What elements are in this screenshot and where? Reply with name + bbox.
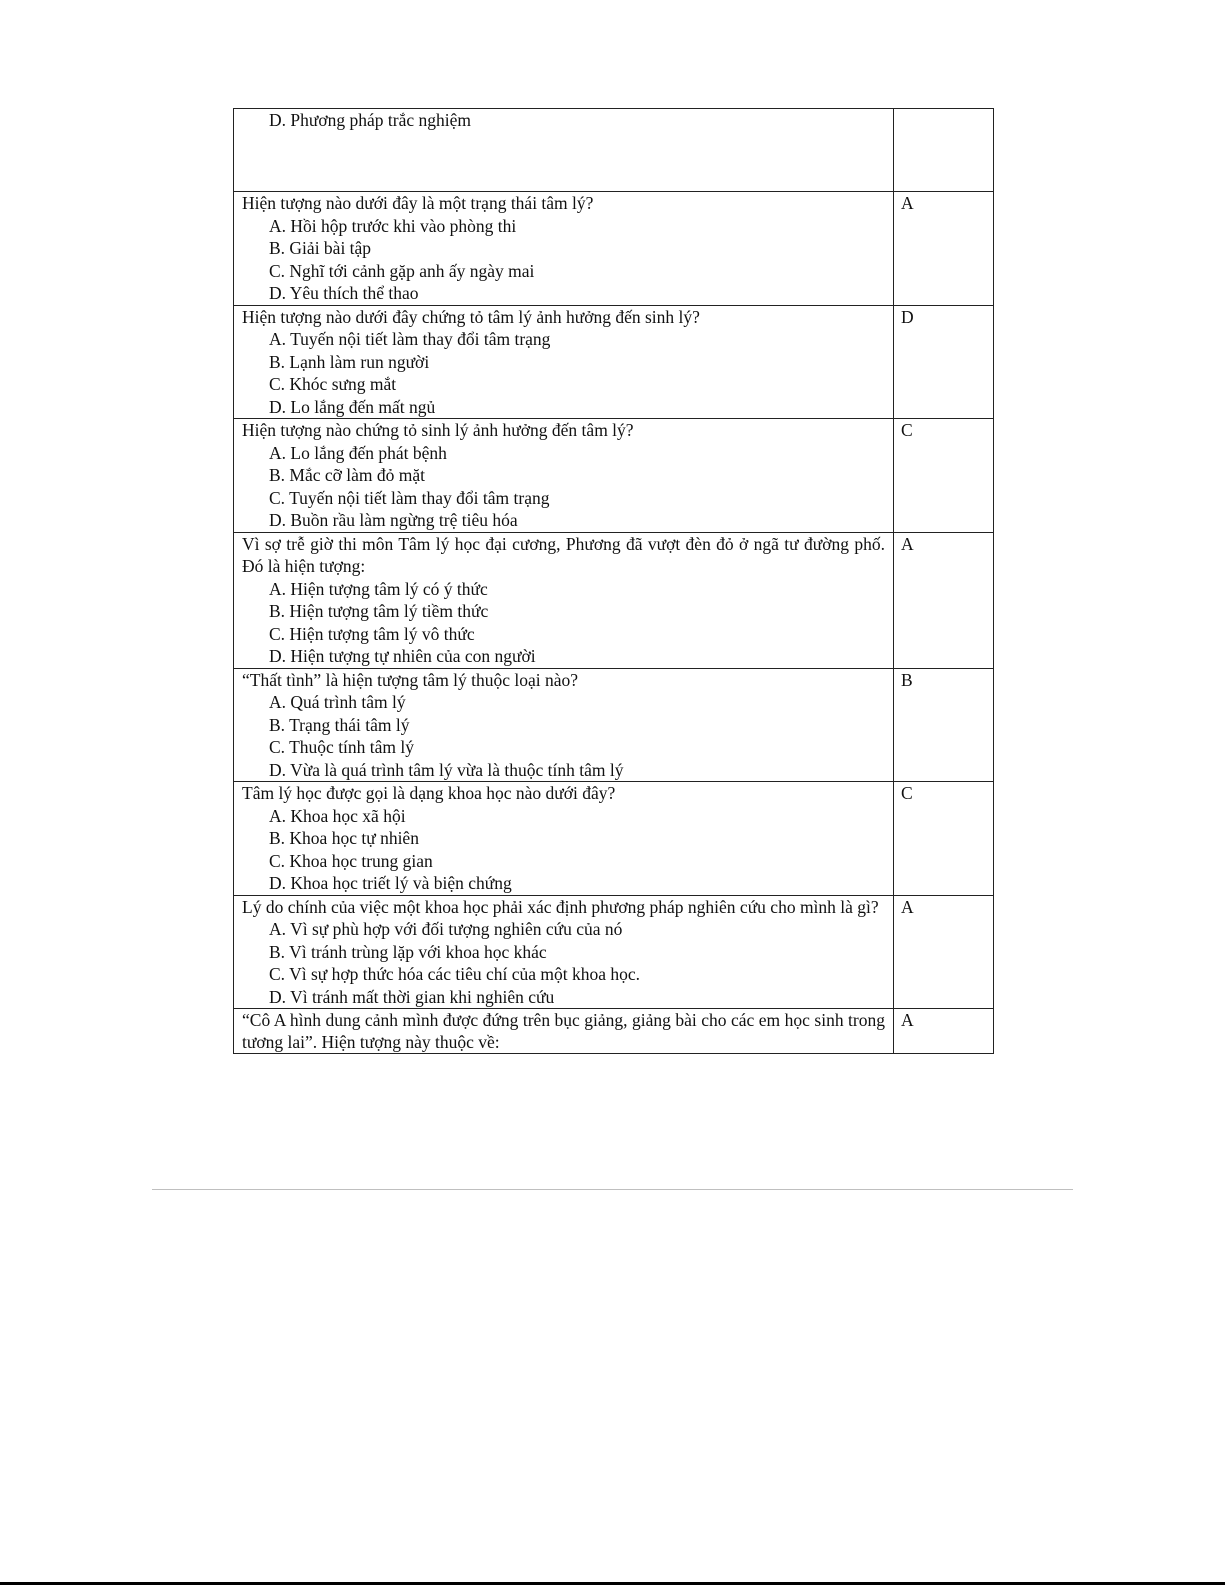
option-item: C. Khóc sưng mắt: [269, 374, 397, 394]
options-list: [242, 805, 885, 895]
question-cell: [234, 782, 894, 896]
table-row: [234, 305, 994, 419]
question-cell: [234, 419, 894, 533]
options-list: [242, 109, 885, 132]
answer-cell: A: [894, 1009, 994, 1054]
options-list: [242, 578, 885, 668]
table-row: [234, 419, 994, 533]
table-row: [234, 668, 994, 782]
table-row: [234, 532, 994, 668]
option-item: C. Vì sự hợp thức hóa các tiêu chí của một khoa học.: [269, 964, 641, 984]
answer-cell: B: [894, 668, 994, 782]
options-list: [242, 442, 885, 532]
option-item: D. Hiện tượng tự nhiên của con người: [269, 646, 536, 666]
answer-cell: [894, 109, 994, 192]
question-text: Lý do chính của việc một khoa học phải xác định phương pháp nghiên cứu cho mình là gì?: [242, 896, 879, 917]
option-item: D. Vừa là quá trình tâm lý vừa là thuộc tính tâm lý: [269, 759, 624, 780]
option-item: A. Vì sự phù hợp với đối tượng nghiên cứu của nó: [269, 919, 623, 939]
question-cell: [234, 668, 894, 782]
option-item: B. Vì tránh trùng lặp với khoa học khác: [269, 941, 547, 962]
option-item: C. Thuộc tính tâm lý: [269, 737, 415, 757]
option-item: D. Vì tránh mất thời gian khi nghiên cứu: [269, 986, 555, 1007]
option-item: C. Hiện tượng tâm lý vô thức: [269, 623, 475, 644]
option-item: A. Lo lắng đến phát bệnh: [269, 442, 447, 463]
option-item: A. Hiện tượng tâm lý có ý thức: [269, 578, 488, 599]
option-item: B. Hiện tượng tâm lý tiềm thức: [269, 601, 489, 621]
question-text: Vì sợ trễ giờ thi môn Tâm lý học đại cương, Phương đã vượt đèn đỏ ở ngã tư đường phố. Đó là hiện tượng:: [242, 533, 885, 576]
option-item: B. Trạng thái tâm lý: [269, 714, 410, 735]
question-text: “Cô A hình dung cảnh mình được đứng trên bục giảng, giảng bài cho các em học sinh trong tương lai”. Hiện tượng này thuộc về:: [242, 1010, 885, 1052]
option-item: B. Giải bài tập: [269, 238, 372, 258]
question-text: Hiện tượng nào dưới đây là một trạng thái tâm lý?: [242, 193, 594, 213]
answer-cell: A: [894, 532, 994, 668]
question-cell: [234, 532, 894, 668]
question-cell: [234, 1009, 894, 1054]
answer-cell: A: [894, 192, 994, 306]
table-row: [234, 782, 994, 896]
question-cell: [234, 109, 894, 192]
question-text: Hiện tượng nào chứng tỏ sinh lý ảnh hưởng đến tâm lý?: [242, 420, 634, 440]
option-item: D. Phương pháp trắc nghiệm: [269, 110, 471, 130]
option-item: D. Yêu thích thể thao: [269, 283, 419, 303]
question-text: Hiện tượng nào dưới đây chứng tỏ tâm lý ảnh hưởng đến sinh lý?: [242, 306, 700, 327]
question-cell: [234, 895, 894, 1009]
option-item: D. Khoa học triết lý và biện chứng: [269, 873, 512, 893]
question-text: “Thất tình” là hiện tượng tâm lý thuộc loại nào?: [242, 669, 579, 690]
option-item: C. Tuyến nội tiết làm thay đổi tâm trạng: [269, 487, 550, 508]
answer-cell: D: [894, 305, 994, 419]
question-cell: [234, 192, 894, 306]
answer-cell: A: [894, 895, 994, 1009]
option-item: C. Khoa học trung gian: [269, 850, 433, 871]
option-item: B. Khoa học tự nhiên: [269, 828, 419, 848]
table-row: [234, 895, 994, 1009]
option-item: B. Mắc cỡ làm đỏ mặt: [269, 465, 426, 485]
table-row: [234, 109, 994, 192]
options-list: [242, 215, 885, 305]
answer-cell: C: [894, 782, 994, 896]
page-divider: [152, 1189, 1073, 1190]
answer-cell: C: [894, 419, 994, 533]
option-item: A. Khoa học xã hội: [269, 805, 406, 826]
option-item: A. Quá trình tâm lý: [269, 692, 406, 712]
table-row: [234, 1009, 994, 1054]
option-item: A. Tuyến nội tiết làm thay đổi tâm trạng: [269, 329, 551, 349]
table-row: [234, 192, 994, 306]
option-item: D. Buồn rầu làm ngừng trệ tiêu hóa: [269, 510, 518, 530]
question-cell: [234, 305, 894, 419]
options-list: [242, 918, 885, 1008]
options-list: [242, 691, 885, 781]
options-list: [242, 328, 885, 418]
option-item: D. Lo lắng đến mất ngủ: [269, 396, 436, 417]
option-item: A. Hồi hộp trước khi vào phòng thi: [269, 215, 517, 236]
quiz-table: [233, 108, 994, 1054]
option-item: B. Lạnh làm run người: [269, 351, 430, 372]
option-item: C. Nghĩ tới cảnh gặp anh ấy ngày mai: [269, 260, 535, 281]
question-text: Tâm lý học được gọi là dạng khoa học nào dưới đây?: [242, 783, 616, 803]
